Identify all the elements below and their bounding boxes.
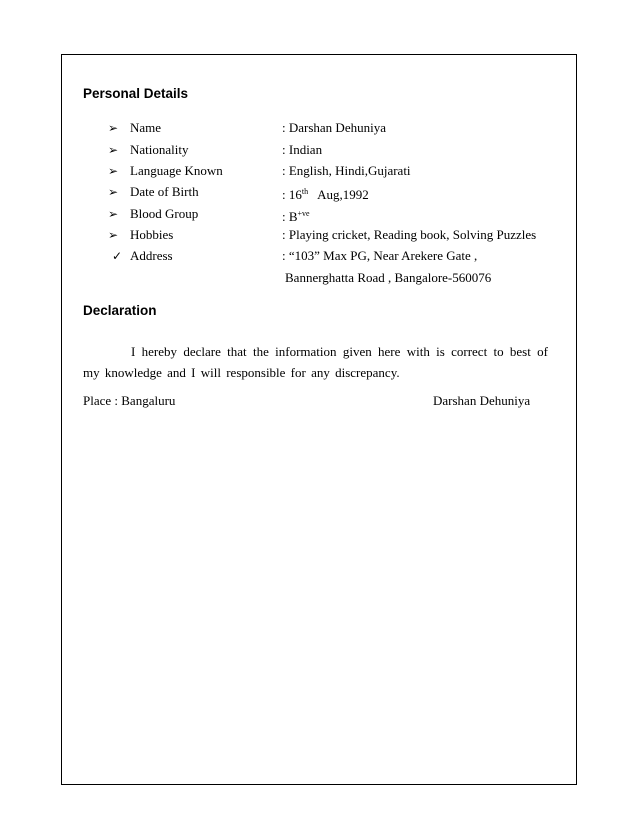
detail-label: Nationality bbox=[130, 142, 189, 157]
detail-row-language bbox=[0, 163, 638, 183]
arrow-bullet-icon: ➢ bbox=[108, 228, 119, 242]
arrow-bullet-icon: ➢ bbox=[108, 185, 119, 199]
dob-month-year: Aug,1992 bbox=[308, 187, 369, 202]
personal-details-heading: Personal Details bbox=[83, 86, 189, 101]
detail-label: Address bbox=[130, 248, 173, 263]
arrow-bullet-icon: ➢ bbox=[108, 143, 119, 157]
detail-row-nationality bbox=[0, 142, 638, 162]
detail-value: : Darshan Dehuniya bbox=[282, 120, 386, 135]
detail-value bbox=[282, 206, 310, 225]
blood-group-letter: : B bbox=[282, 209, 298, 224]
place-text: Place : Bangaluru bbox=[83, 393, 176, 408]
detail-row-hobbies bbox=[0, 227, 638, 247]
detail-row-name bbox=[0, 120, 638, 140]
arrow-bullet-icon: ➢ bbox=[108, 207, 119, 221]
detail-value: : English, Hindi,Gujarati bbox=[282, 163, 411, 178]
dob-suffix: th bbox=[301, 187, 309, 196]
detail-row-address-line2 bbox=[0, 270, 638, 290]
detail-row-blood-group bbox=[0, 206, 638, 226]
detail-row-address bbox=[0, 248, 638, 268]
detail-value: : Indian bbox=[282, 142, 323, 157]
detail-label: Hobbies bbox=[130, 227, 174, 242]
arrow-bullet-icon: ➢ bbox=[108, 121, 119, 135]
detail-value bbox=[282, 184, 369, 203]
detail-label: Blood Group bbox=[130, 206, 199, 221]
detail-value: : “103” Max PG, Near Arekere Gate , bbox=[282, 248, 478, 263]
detail-label: Language Known bbox=[130, 163, 223, 178]
detail-label: Date of Birth bbox=[130, 184, 199, 199]
detail-label: Name bbox=[130, 120, 162, 135]
arrow-bullet-icon: ➢ bbox=[108, 164, 119, 178]
detail-row-date-of-birth bbox=[0, 184, 638, 204]
declaration-text: I hereby declare that the information given here with is correct to best of my knowledge and I will responsible for any discrepancy. bbox=[83, 344, 548, 380]
blood-group-rh: +ve bbox=[297, 209, 310, 218]
signature-name: Darshan Dehuniya bbox=[433, 393, 531, 408]
declaration-heading: Declaration bbox=[83, 303, 157, 318]
check-bullet-icon: ✓ bbox=[112, 249, 123, 263]
address-line2: Bannerghatta Road , Bangalore-560076 bbox=[285, 270, 492, 285]
detail-value: : Playing cricket, Reading book, Solving Puzzles bbox=[282, 227, 537, 242]
dob-day: : 16 bbox=[282, 187, 302, 202]
